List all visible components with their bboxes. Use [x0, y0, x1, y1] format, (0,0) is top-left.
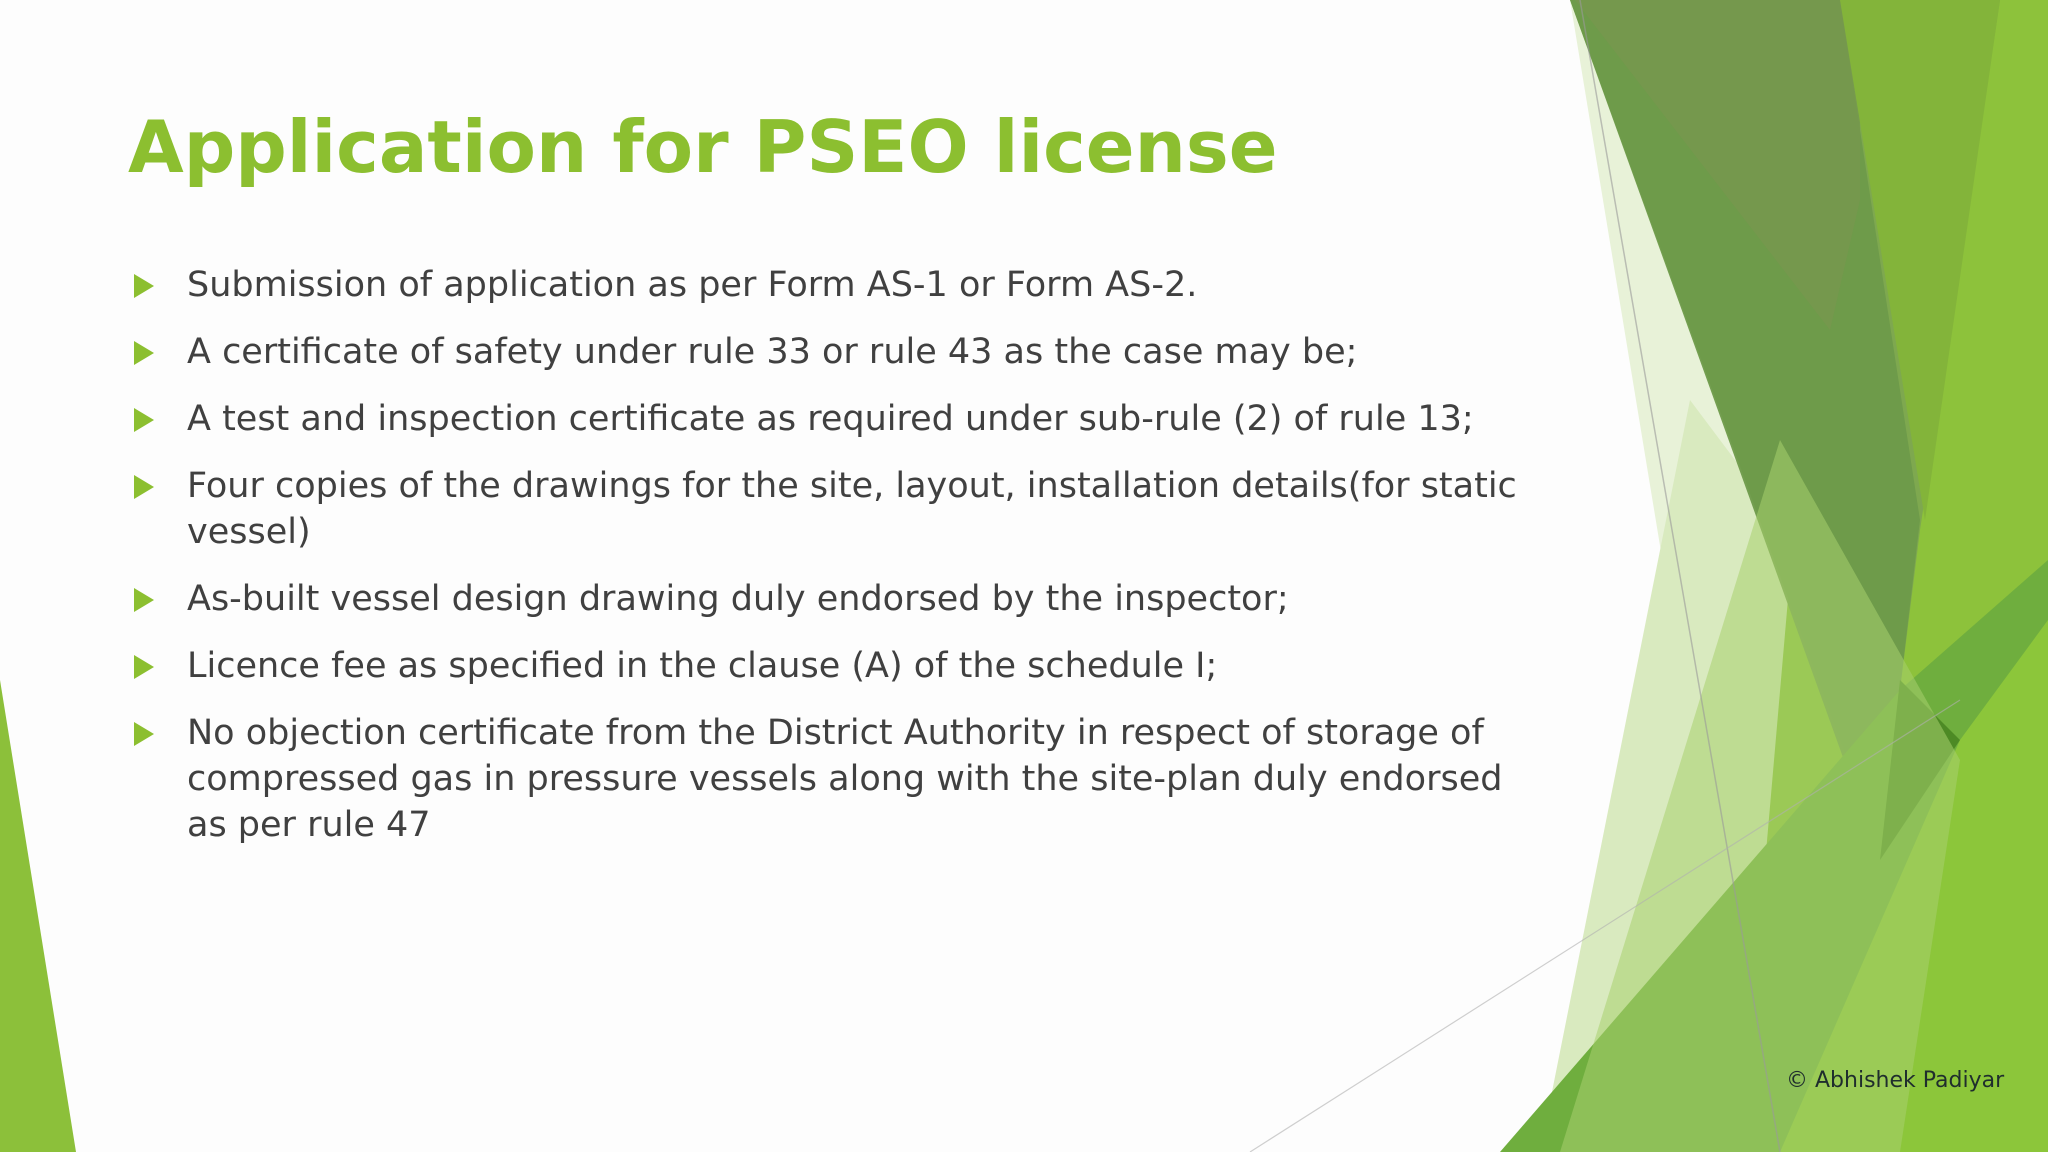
bullet-text: Four copies of the drawings for the site, layout, installation details(for static vessel)	[187, 466, 1517, 552]
bullet-text: Submission of application as per Form AS-1 or Form AS-2.	[187, 265, 1198, 305]
bullet-item	[130, 643, 1530, 689]
bullet-text: Licence fee as specified in the clause (A) of the schedule I;	[187, 646, 1218, 686]
bullet-text: As-built vessel design drawing duly endorsed by the inspector;	[187, 579, 1289, 619]
left-green-sliver	[0, 680, 76, 1152]
triangle-right-icon	[134, 588, 154, 612]
triangle-right-icon	[134, 475, 154, 499]
bullet-item	[130, 262, 1530, 308]
triangle-right-icon	[134, 655, 154, 679]
bullet-item	[130, 463, 1530, 555]
triangle-right-icon	[134, 722, 154, 746]
bullet-item	[130, 396, 1530, 442]
bullet-list	[130, 262, 1530, 869]
bullet-item	[130, 329, 1530, 375]
bullet-text: A certificate of safety under rule 33 or rule 43 as the case may be;	[187, 332, 1358, 372]
slide-title: Application for PSEO license	[128, 105, 1278, 189]
bullet-item	[130, 710, 1530, 848]
triangle-right-icon	[134, 341, 154, 365]
triangle-right-icon	[134, 408, 154, 432]
bullet-text: A test and inspection certificate as required under sub-rule (2) of rule 13;	[187, 399, 1474, 439]
bullet-text: No objection certificate from the District Authority in respect of storage of compressed gas in pressure vessels along with the site-plan duly endorsed as per rule 47	[187, 713, 1503, 845]
bullet-item	[130, 576, 1530, 622]
copyright-notice: © Abhishek Padiyar	[1786, 1068, 2005, 1093]
triangle-right-icon	[134, 274, 154, 298]
